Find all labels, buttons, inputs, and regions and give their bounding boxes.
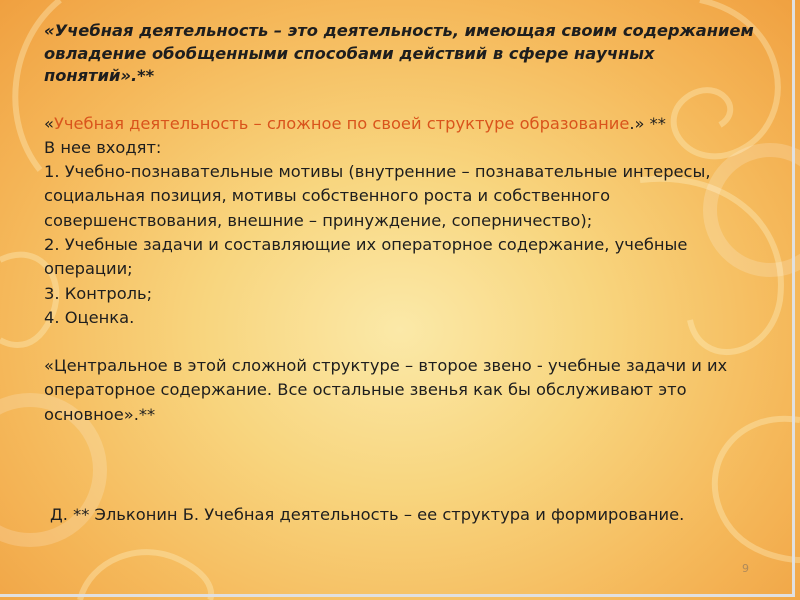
central-quote: «Центральное в этой сложной структуре – второе звено - учебные задачи и их операторное содержание. Все остальные звенья как бы обслуживают это основное».** [44, 356, 728, 424]
structure-highlight: Учебная деятельность – сложное по своей структуре образование [53, 113, 630, 133]
slide-content [44, 20, 764, 427]
list-item-2: 2. Учебные задачи и составляющие их операторное содержание, учебные операции; [44, 234, 688, 279]
citation: Д. ** Эльконин Б. Учебная деятельность – ее структура и формирование. [50, 505, 685, 524]
list-item-3: 3. Контроль; [44, 283, 153, 303]
quote-open: « [44, 113, 54, 133]
includes-label: В нее входят: [44, 137, 162, 157]
spacer [44, 88, 764, 112]
definition-quote: «Учебная деятельность – это деятельность, имеющая своим содержанием овладение обобщенными способами действий в сфере научных понятий».** [44, 21, 754, 85]
quote-close: .» ** [629, 113, 666, 133]
spacer [44, 330, 764, 354]
list-item-1: 1. Учебно-познавательные мотивы (внутренние – познавательные интересы, социальная позиция, мотивы собственного роста и собственного совершенствования, внешние – принуждение, соперничество); [44, 162, 711, 230]
slide-number: 9 [742, 562, 749, 575]
list-item-4: 4. Оценка. [44, 307, 135, 327]
structure-line [44, 112, 764, 136]
